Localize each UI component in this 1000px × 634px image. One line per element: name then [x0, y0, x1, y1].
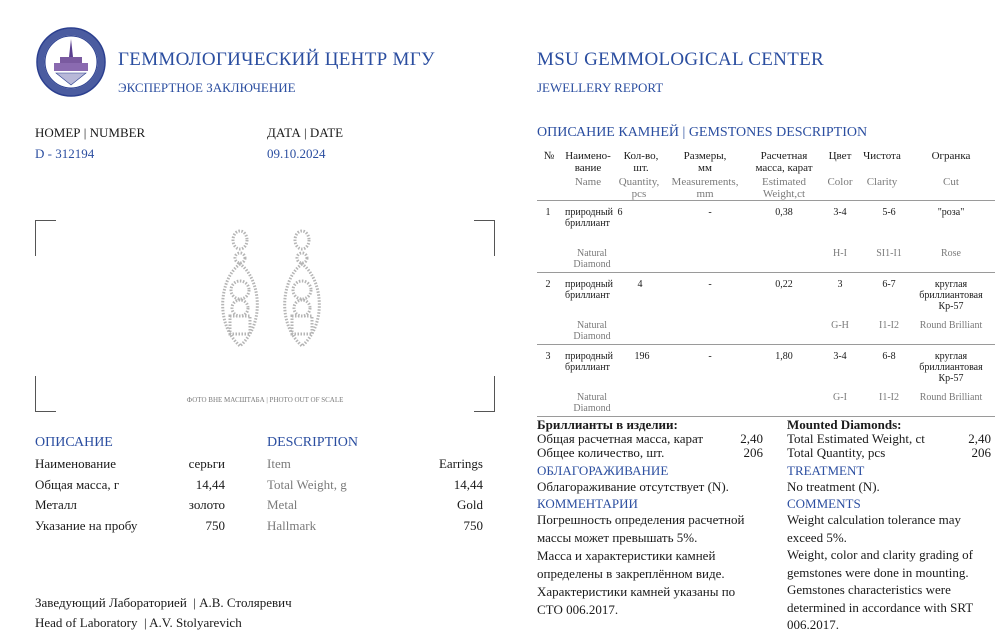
header-title-ru: ГЕММОЛОГИЧЕСКИЙ ЦЕНТР МГУ [118, 49, 435, 70]
comment-line: Масса и характеристики камней [537, 548, 716, 563]
comments-en [787, 511, 973, 634]
desc-en-row: Hallmark 750 [267, 518, 483, 533]
gem-row-1-clarity-en: SI1-I1 [876, 248, 902, 259]
col-no: № [543, 150, 555, 162]
gem-row-3-cut-en: Round Brilliant [919, 392, 983, 403]
photo-frame [35, 220, 495, 412]
desc-en-row: Item Earrings [267, 456, 483, 471]
gem-row-2-clarity-en: I1-I2 [879, 320, 899, 331]
msu-logo [36, 27, 106, 97]
number-label: НОМЕР | NUMBER [35, 125, 146, 140]
comment-line: Характеристики камней указаны по [537, 584, 736, 599]
gem-row-3-qty: 196 [634, 351, 650, 362]
col-cut-en: Cut [943, 176, 959, 188]
col-weight-en: Estimated Weight,ct [762, 176, 806, 200]
desc-en-row: Metal Gold [267, 497, 483, 512]
col-color-en: Color [827, 176, 853, 188]
comment-line: 006.2017. [787, 617, 839, 632]
date-value: 09.10.2024 [267, 146, 326, 161]
gem-row-1-weight: 0,38 [775, 207, 793, 218]
col-qty: Кол-во, шт. [623, 150, 659, 174]
gem-row-3-name-en: Natural Diamond [573, 392, 611, 414]
col-weight: Расчетная масса, карат [755, 150, 813, 174]
desc-en-row: Total Weight, g 14,44 [267, 477, 483, 492]
description-ru-heading: ОПИСАНИЕ [35, 435, 113, 450]
treatment-en-text: No treatment (N). [787, 479, 880, 494]
gem-row-1-cut: "роза" [937, 207, 965, 218]
treatment-ru-text: Облагораживание отсутствует (N). [537, 479, 729, 494]
col-size-en: Measurements, mm [671, 176, 739, 200]
col-name: Наимено- вание [565, 150, 611, 174]
comment-line: exceed 5%. [787, 529, 847, 545]
gem-row-1-size: - [708, 207, 712, 218]
gem-row-2-name: природный бриллиант [565, 279, 613, 301]
mounted-en-weight: Total Estimated Weight, ct 2,40 [787, 431, 991, 446]
gem-row-2-clarity: 6-7 [882, 279, 896, 290]
gem-row-3-color-en: G-I [833, 392, 847, 403]
comment-line: СТО 006.2017. [537, 602, 619, 617]
description-en-heading: DESCRIPTION [267, 435, 359, 450]
gem-row-2-cut-en: Round Brilliant [919, 320, 983, 331]
earrings-photo [210, 228, 340, 358]
gem-row-2-color: 3 [837, 279, 843, 290]
treatment-en-heading: TREATMENT [787, 463, 865, 478]
gem-row-1-color: 3-4 [833, 207, 847, 218]
col-clarity: Чистота [863, 150, 901, 162]
header-subtitle-ru: ЭКСПЕРТНОЕ ЗАКЛЮЧЕНИЕ [118, 80, 296, 95]
signature-en: Head of Laboratory | A.V. Stolyarevich [35, 615, 242, 630]
gem-row-3-name: природный бриллиант [565, 351, 613, 373]
gem-row-2-cut: круглая бриллиантовая Кр-57 [919, 279, 983, 312]
col-qty-en: Quantity, pcs [618, 176, 660, 200]
comment-line: gemstones were done in mounting. [787, 564, 969, 580]
signature-ru: Заведующий Лабораторией | А.В. Столяревич [35, 595, 292, 610]
col-clarity-en: Clarity [866, 176, 898, 188]
gem-row-2-size: - [708, 279, 712, 290]
gem-row-3-cut: круглая бриллиантовая Кр-57 [919, 351, 983, 384]
gem-row-2-name-en: Natural Diamond [573, 320, 611, 342]
gems-heading: ОПИСАНИЕ КАМНЕЙ | GEMSTONES DESCRIPTION [537, 125, 868, 140]
header-subtitle-en: JEWELLERY REPORT [537, 80, 664, 95]
mounted-ru-qty: Общее количество, шт. 206 [537, 445, 763, 460]
desc-ru-row: Металл золото [35, 497, 225, 512]
mounted-ru-heading: Бриллианты в изделии: [537, 417, 678, 432]
mounted-en-heading: Mounted Diamonds: [787, 417, 902, 432]
comment-line: Gemstones characteristics were [787, 582, 951, 597]
desc-ru-row: Наименование серьги [35, 456, 225, 471]
gem-row-2-weight: 0,22 [775, 279, 793, 290]
gem-row-1-cut-en: Rose [941, 248, 961, 259]
col-color: Цвет [828, 150, 852, 162]
gem-row-3-weight: 1,80 [775, 351, 793, 362]
desc-ru-row: Указание на пробу 750 [35, 518, 225, 533]
gem-row-1-name-en: Natural Diamond [573, 248, 611, 270]
gem-row-3-size: - [708, 351, 712, 362]
comment-line: определены в закреплённом виде. [537, 566, 725, 581]
comments-en-heading: COMMENTS [787, 496, 861, 511]
comment-line: массы может превышать 5%. [537, 530, 698, 545]
date-label: ДАТА | DATE [267, 125, 344, 140]
gem-row-2-color-en: G-H [831, 320, 849, 331]
gem-row-1-clarity: 5-6 [882, 207, 896, 218]
col-cut: Огранка [931, 150, 971, 162]
mounted-ru-weight: Общая расчетная масса, карат 2,40 [537, 431, 763, 446]
col-name-en: Name [574, 176, 602, 188]
comment-line: determined in accordance with SRT [787, 599, 974, 615]
gem-row-2-qty: 4 [637, 279, 643, 290]
gem-row-3-clarity: 6-8 [882, 351, 896, 362]
gem-row-1-no: 1 [545, 207, 551, 218]
desc-ru-row: Общая масса, г 14,44 [35, 477, 225, 492]
gem-row-3-color: 3-4 [833, 351, 847, 362]
header-title-en: MSU GEMMOLOGICAL CENTER [537, 49, 824, 70]
gem-row-3-no: 3 [545, 351, 551, 362]
comments-ru-heading: КОММЕНТАРИИ [537, 496, 638, 511]
comment-line: Weight calculation tolerance may [787, 512, 962, 527]
comments-ru [537, 511, 744, 619]
gem-row-2-no: 2 [545, 279, 551, 290]
msu-emblem-icon [36, 27, 106, 97]
comment-line: Погрешность определения расчетной [537, 512, 745, 527]
gem-row-3-clarity-en: I1-I2 [879, 392, 899, 403]
col-size: Размеры, мм [683, 150, 727, 174]
gem-row-1-qty: 6 [617, 207, 623, 218]
number-value: D - 312194 [35, 146, 95, 161]
photo-caption: ФОТО ВНЕ МАСШТАБА | PHOTO OUT OF SCALE [186, 396, 344, 404]
gem-row-1-color-en: H-I [833, 248, 847, 259]
comment-line: Weight, color and clarity grading of [787, 547, 973, 562]
gem-row-1-name: природный бриллиант [565, 207, 613, 229]
treatment-ru-heading: ОБЛАГОРАЖИВАНИЕ [537, 463, 669, 478]
mounted-en-qty: Total Quantity, pcs 206 [787, 445, 991, 460]
